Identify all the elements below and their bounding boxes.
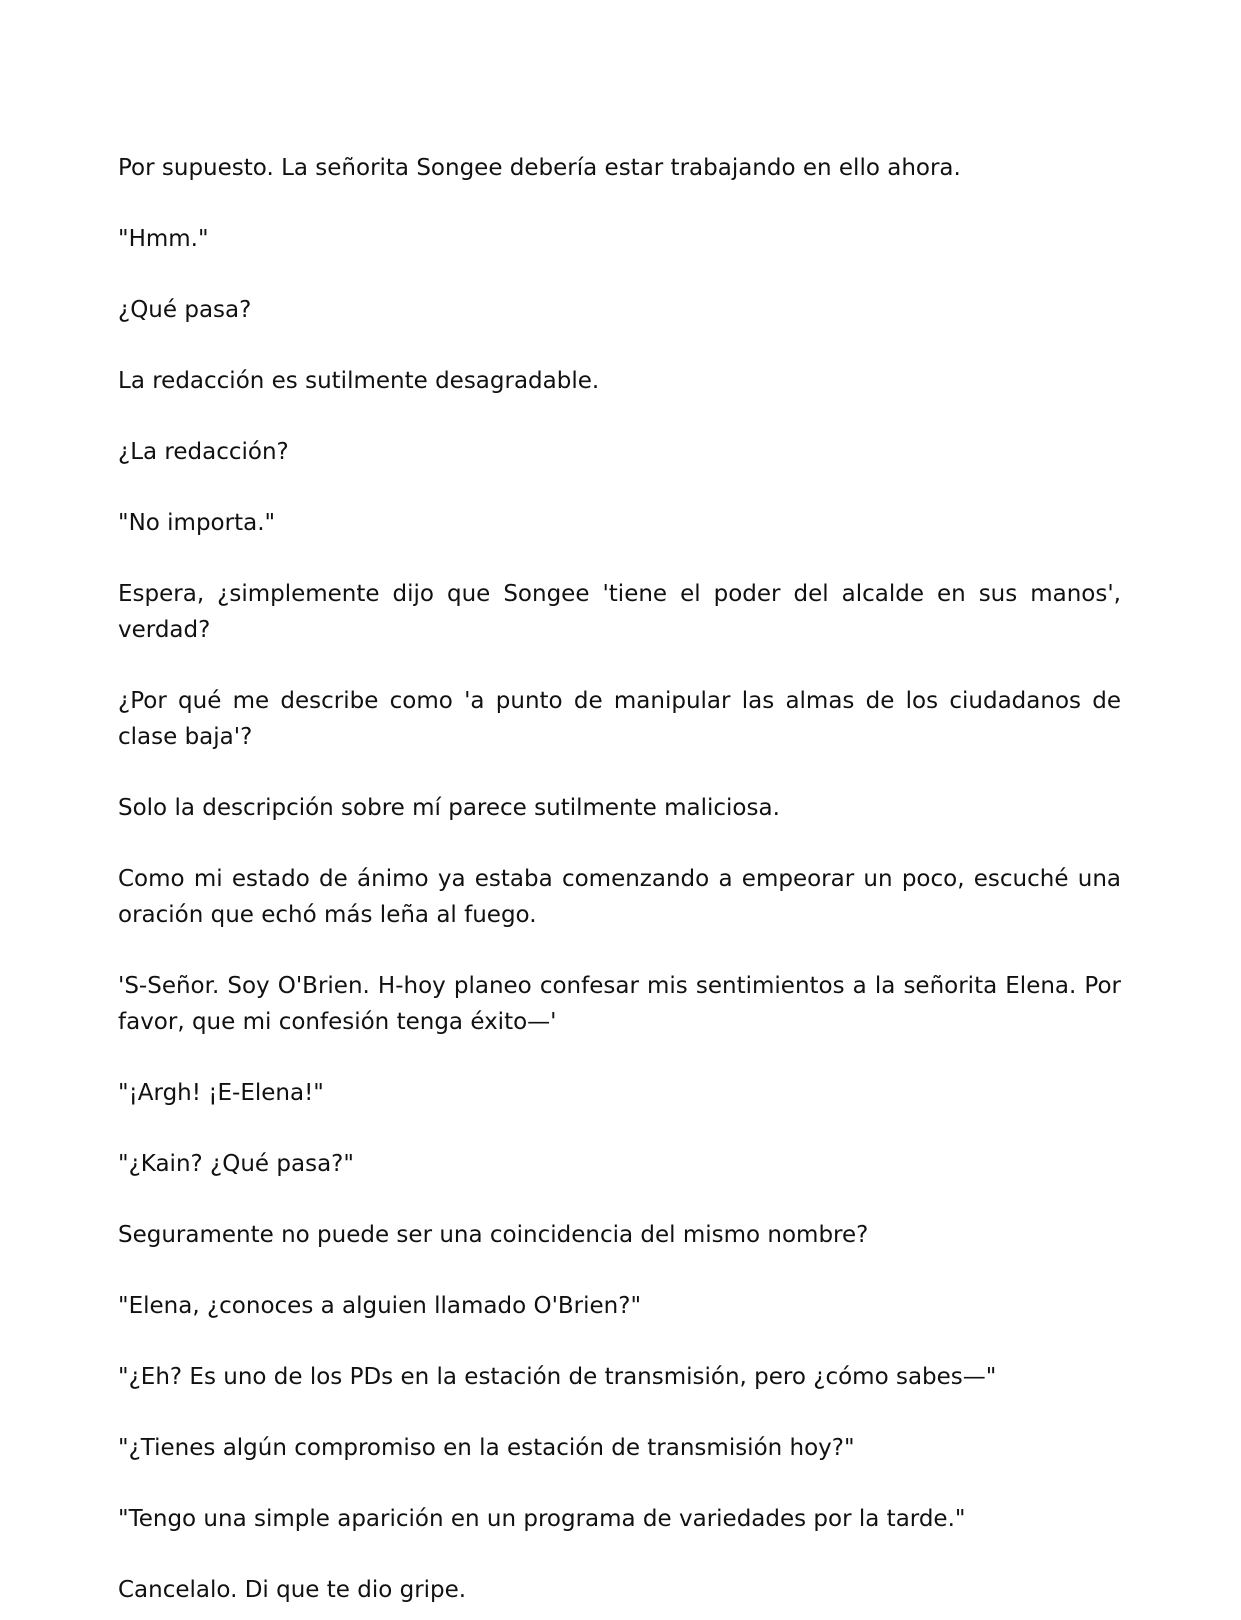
paragraph: "No importa." <box>118 510 276 536</box>
paragraph: ¿La redacción? <box>118 439 289 465</box>
paragraph: Solo la descripción sobre mí parece sutilmente maliciosa. <box>118 795 780 821</box>
paragraph: "Elena, ¿conoces a alguien llamado O'Brien?" <box>118 1293 642 1319</box>
paragraph: Cancelalo. Di que te dio gripe. <box>118 1577 467 1603</box>
paragraph: Por supuesto. La señorita Songee debería estar trabajando en ello ahora. <box>118 155 961 181</box>
paragraph: "Tengo una simple aparición en un programa de variedades por la tarde." <box>118 1506 966 1532</box>
paragraph: ¿Por qué me describe como 'a punto de manipular las almas de los ciudadanos de clase baja'? <box>118 688 1121 750</box>
paragraph: Como mi estado de ánimo ya estaba comenzando a empeorar un poco, escuché una oración que echó más leña al fuego. <box>118 866 1121 928</box>
paragraph: La redacción es sutilmente desagradable. <box>118 368 600 394</box>
paragraph: ¿Qué pasa? <box>118 297 252 323</box>
paragraph: "¿Tienes algún compromiso en la estación de transmisión hoy?" <box>118 1435 855 1461</box>
paragraph: "Hmm." <box>118 226 209 252</box>
paragraph: Espera, ¿simplemente dijo que Songee 'tiene el poder del alcalde en sus manos', verdad? <box>118 581 1121 643</box>
paragraph: Seguramente no puede ser una coincidencia del mismo nombre? <box>118 1222 869 1248</box>
paragraph: 'S-Señor. Soy O'Brien. H-hoy planeo confesar mis sentimientos a la señorita Elena. Por favor, que mi confesión tenga éxito—' <box>118 973 1121 1035</box>
paragraph: "¡Argh! ¡E-Elena!" <box>118 1080 324 1106</box>
document-body <box>118 150 1121 1608</box>
paragraph: "¿Eh? Es uno de los PDs en la estación de transmisión, pero ¿cómo sabes—" <box>118 1364 997 1390</box>
paragraph: "¿Kain? ¿Qué pasa?" <box>118 1151 354 1177</box>
